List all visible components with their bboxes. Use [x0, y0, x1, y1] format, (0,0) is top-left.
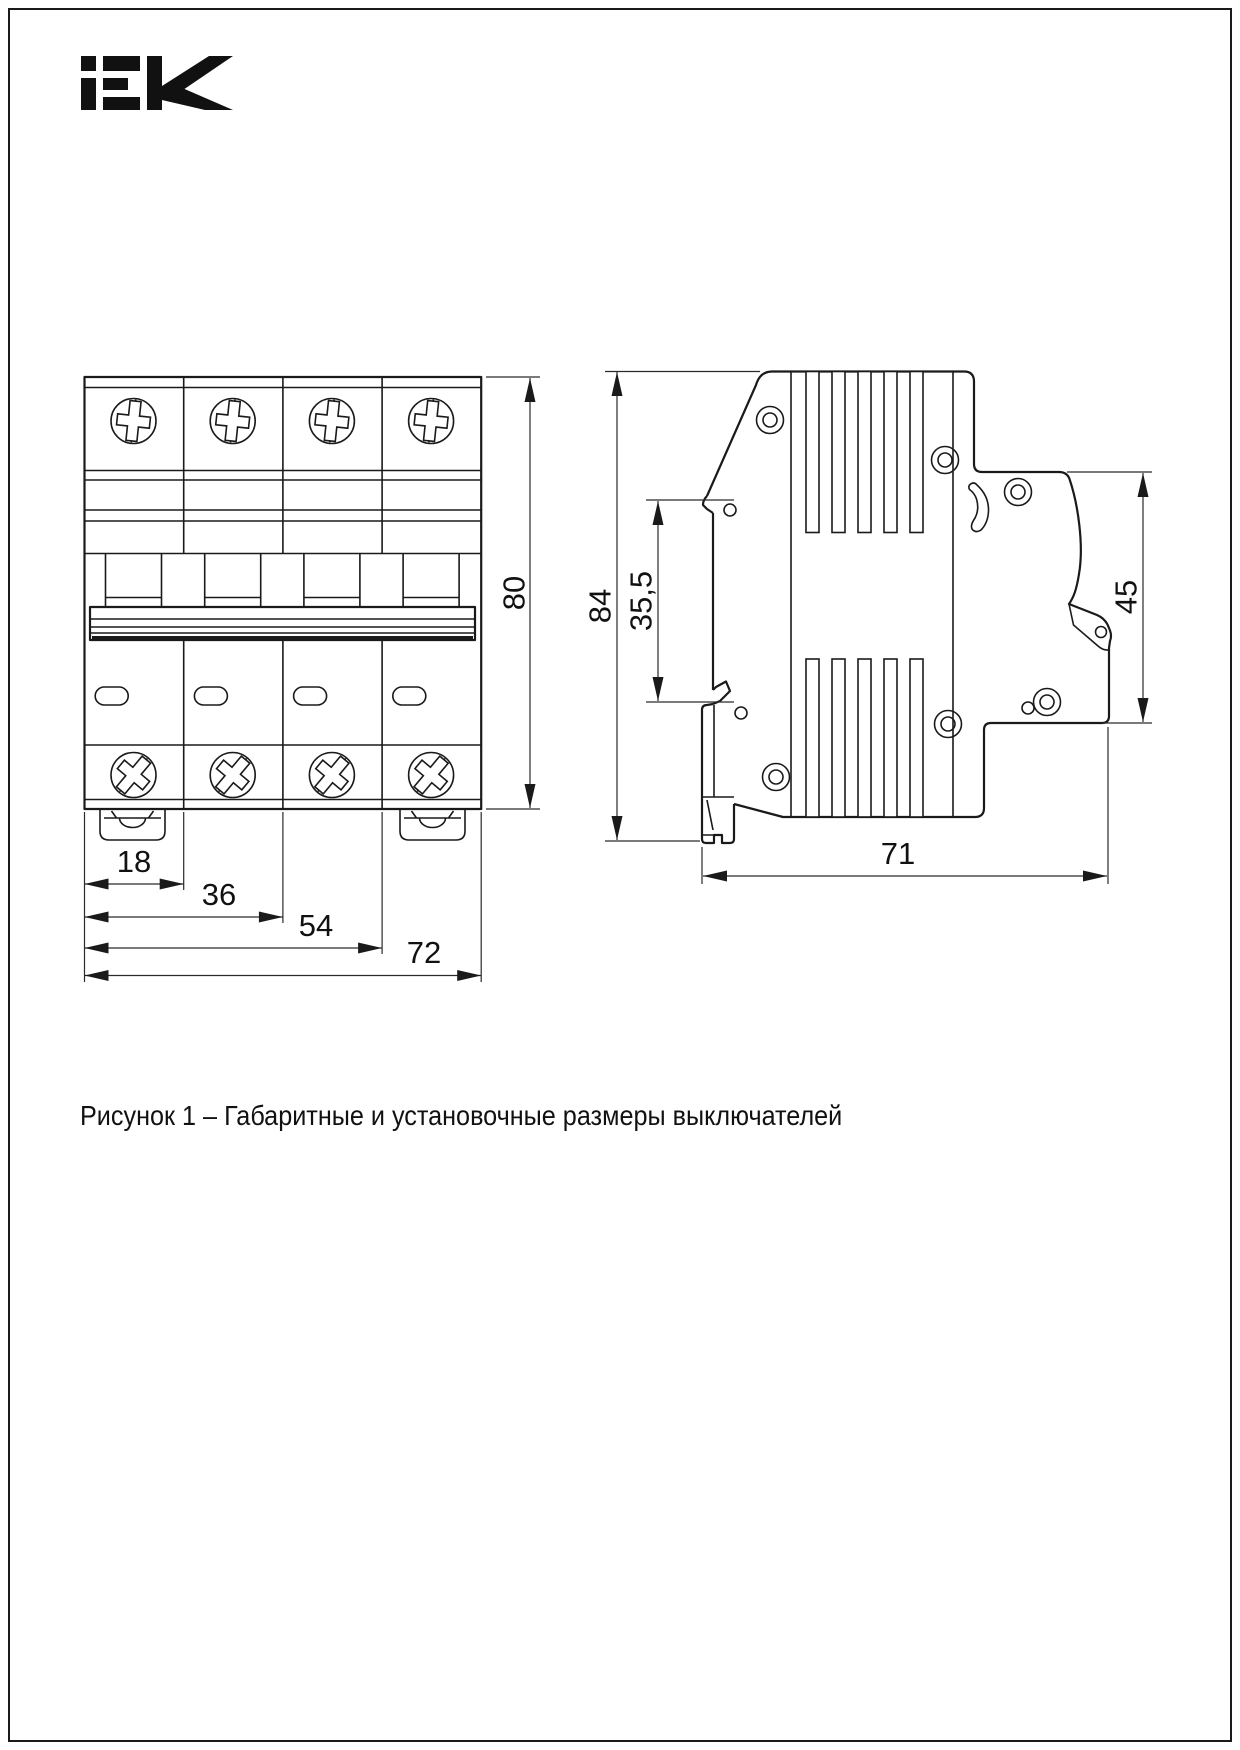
handle-hole — [1096, 627, 1107, 638]
terminal-screw-top-2 — [210, 398, 255, 444]
side-view — [702, 372, 1111, 844]
dim-label-36: 36 — [201, 877, 237, 912]
terminal-screw-top-4 — [409, 398, 454, 444]
dim-label-45: 45 — [1108, 579, 1144, 615]
terminal-screw-bottom-4 — [405, 748, 458, 802]
rivet — [935, 711, 962, 738]
dim-label-84: 84 — [582, 588, 618, 624]
dim-label-35-5: 35,5 — [623, 570, 659, 632]
terminal-screw-bottom-3 — [305, 748, 358, 802]
indicator-window-3 — [294, 687, 327, 705]
toggle-recess-1 — [106, 554, 162, 607]
side-body-outline — [707, 372, 1111, 818]
toggle-recess-3 — [304, 554, 360, 607]
rivet — [932, 447, 959, 474]
side-din-clip-spring-details — [702, 705, 734, 835]
dim-side-depth-71 — [703, 836, 1107, 882]
toggle-recess-4 — [403, 554, 459, 607]
side-extension-lines — [605, 372, 1152, 885]
front-view-dimensions — [85, 377, 541, 982]
rivet — [757, 407, 784, 434]
indicator-window-1 — [95, 687, 128, 705]
pin-hole — [735, 707, 747, 719]
dim-side-height-84 — [583, 372, 623, 840]
din-clip-front-right — [400, 809, 465, 840]
din-clip-front-left — [100, 809, 165, 840]
front-view — [85, 377, 482, 840]
pin-hole — [1022, 702, 1034, 714]
figure-caption: Рисунок 1 – Габаритные и установочные размеры выключателей — [80, 1100, 843, 1131]
dim-label-18: 18 — [116, 844, 152, 879]
rivet — [1034, 689, 1061, 716]
vent-slots-bottom — [806, 659, 923, 817]
front-extension-lines — [85, 377, 541, 982]
dim-side-rail-35-5 — [624, 501, 664, 701]
dim-front-height-80 — [497, 378, 536, 808]
dim-front-module-18 — [85, 844, 184, 890]
terminal-screw-bottom-2 — [206, 748, 259, 802]
indicator-window-2 — [194, 687, 227, 705]
case-rivets — [757, 407, 1061, 791]
dim-label-54: 54 — [298, 908, 334, 943]
rivet — [1005, 479, 1032, 506]
side-lower-rail-hook — [713, 682, 730, 705]
dim-front-width-72 — [85, 935, 482, 981]
dim-label-72: 72 — [406, 935, 442, 970]
terminal-screw-top-3 — [309, 398, 354, 444]
indicator-window-4 — [393, 687, 426, 705]
pin-holes — [724, 504, 1034, 719]
dim-front-three-modules-54 — [85, 908, 383, 954]
toggle-recess-2 — [205, 554, 261, 607]
terminal-screw-bottom-1 — [107, 748, 160, 802]
rivet — [763, 764, 790, 791]
side-upper-rail-ledge — [703, 496, 713, 513]
vent-slots-top — [806, 372, 923, 533]
pin-hole — [724, 504, 736, 516]
dim-label-80: 80 — [496, 575, 532, 611]
dim-side-front-45 — [1109, 473, 1149, 722]
toggle-tie-bar — [90, 607, 475, 640]
terminal-screw-top-1 — [111, 398, 156, 444]
kidney-slot — [969, 483, 989, 532]
side-din-clip — [702, 704, 734, 843]
dim-label-71: 71 — [880, 836, 916, 871]
